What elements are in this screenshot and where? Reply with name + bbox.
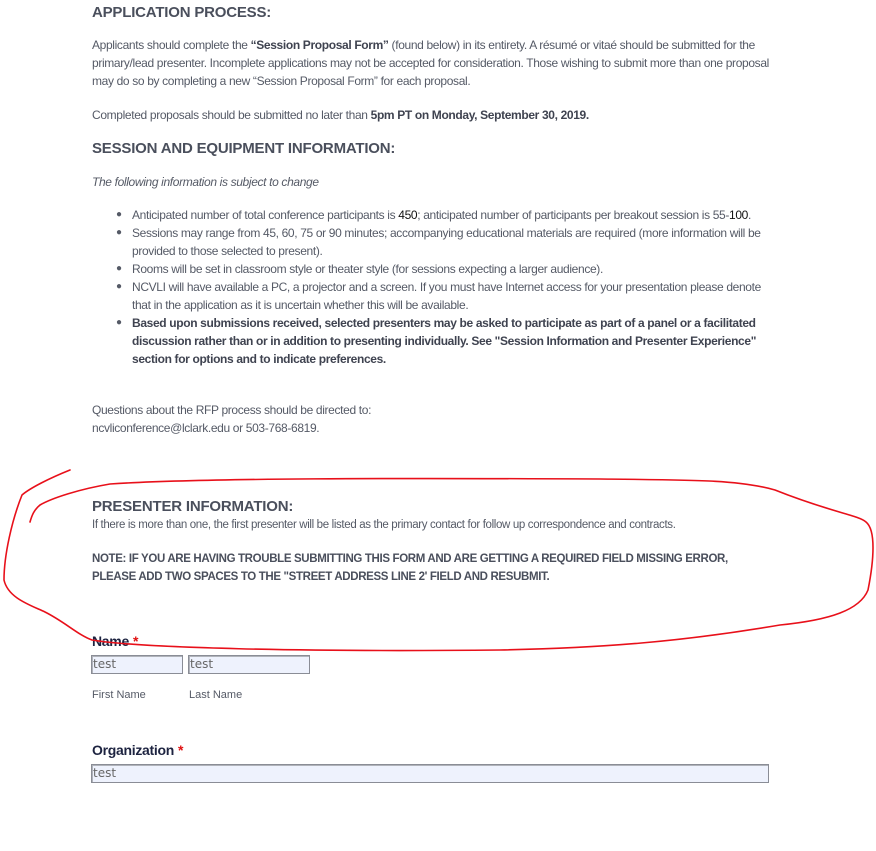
- bullet-icon: ●: [116, 209, 122, 220]
- session-equipment-heading: SESSION AND EQUIPMENT INFORMATION:: [92, 140, 396, 157]
- list-item: ● Sessions may range from 45, 60, 75 or 90 minutes; accompanying educational materials are required (more information will be provided to those selected to present).: [116, 226, 761, 258]
- last-name-sublabel: Last Name: [189, 689, 243, 701]
- required-marker: *: [132, 633, 139, 649]
- subject-to-change-note: The following information is subject to change: [92, 175, 319, 189]
- name-label: Name *: [92, 633, 139, 649]
- questions-line: Questions about the RFP process should be directed to:: [92, 403, 372, 417]
- contact-line: ncvliconference@lclark.edu or 503-768-6819.: [92, 421, 320, 435]
- required-marker: *: [177, 742, 184, 758]
- first-name-input[interactable]: test: [91, 655, 183, 674]
- list-item: ● Based upon submissions received, selected presenters may be asked to participate as part of a panel or a facilitated discussion rather than or in addition to presenting individually. See "Session Information and Presenter Experience" section for options and to indicate preferences.: [116, 316, 757, 366]
- list-item: ● Rooms will be set in classroom style or theater style (for sessions expecting a larger audience).: [116, 262, 603, 276]
- bullet-icon: ●: [116, 317, 122, 328]
- presenter-info-heading: PRESENTER INFORMATION:: [92, 498, 294, 515]
- first-name-sublabel: First Name: [92, 689, 146, 701]
- list-item: ● NCVLI will have available a PC, a projector and a screen. If you must have Internet access for your presentation please denote that in the application as it is uncertain whether this will be available.: [116, 280, 761, 312]
- bullet-icon: ●: [116, 227, 122, 238]
- application-process-heading: APPLICATION PROCESS:: [92, 4, 272, 21]
- bullet-icon: ●: [116, 281, 122, 292]
- organization-label: Organization *: [92, 742, 184, 758]
- last-name-input[interactable]: test: [188, 655, 310, 674]
- bullet-icon: ●: [116, 263, 122, 274]
- organization-input[interactable]: test: [91, 764, 769, 783]
- presenter-info-description: If there is more than one, the first presenter will be listed as the primary contact for follow up correspondence and contracts.: [92, 519, 676, 531]
- application-process-paragraph: Applicants should complete the “Session Proposal Form” (found below) in its entirety. A résumé or vitaé should be submitted for the primary/lead presenter. Incomplete applications may not be accepted for consideration. Those wishing to submit more than one proposal may do so by completing a new “Session Proposal Form” for each proposal.: [92, 38, 769, 88]
- deadline-paragraph: Completed proposals should be submitted no later than 5pm PT on Monday, September 30, 2019.: [92, 108, 589, 122]
- list-item: ● Anticipated number of total conference participants is 450; anticipated number of participants per breakout session is 55-100.: [116, 208, 751, 222]
- session-info-list: [114, 206, 774, 368]
- presenter-info-note: NOTE: IF YOU ARE HAVING TROUBLE SUBMITTING THIS FORM AND ARE GETTING A REQUIRED FIELD MISSING ERROR, PLEASE ADD TWO SPACES TO THE "STREET ADDRESS LINE 2' FIELD AND RESUBMIT.: [92, 553, 728, 583]
